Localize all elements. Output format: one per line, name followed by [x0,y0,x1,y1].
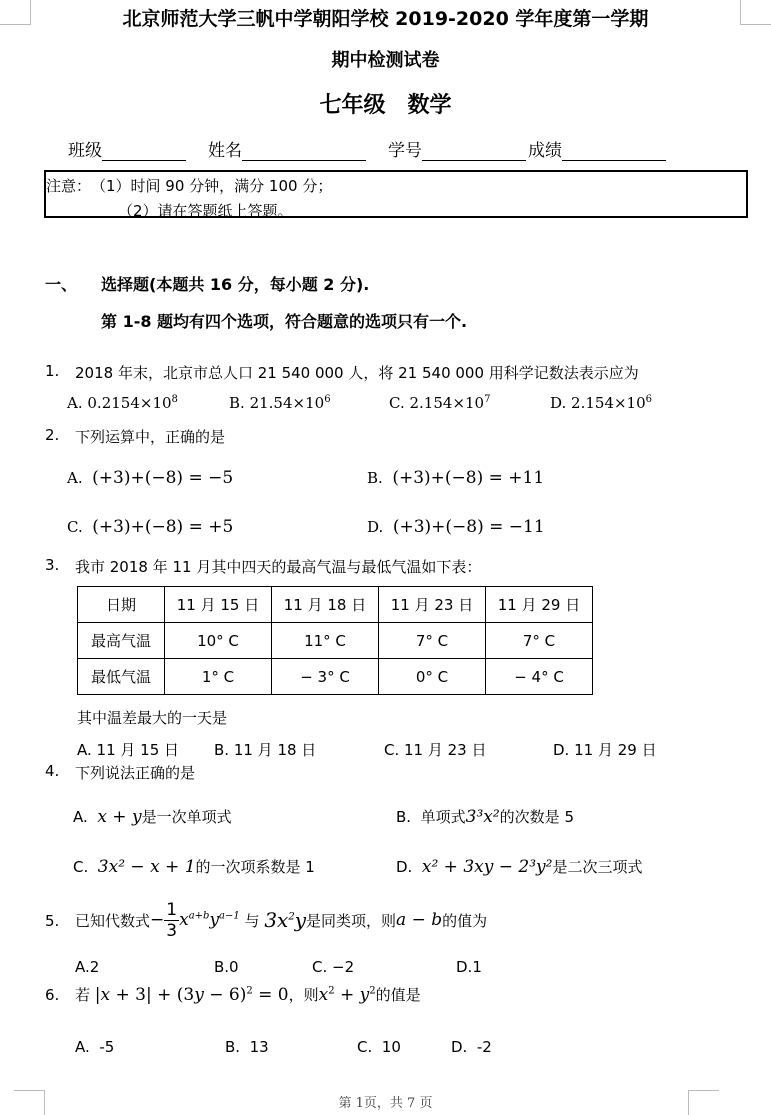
table-cell: 1° C [165,659,272,695]
table-cell: 日期 [78,587,165,623]
q5-expression: a − b [396,910,443,930]
page-corner-top-right [740,0,771,25]
q1-c-base: 2.154×10 [409,394,485,412]
table-cell: 7° C [379,623,486,659]
table-row [78,659,593,695]
q2-option-d [367,517,545,537]
q4-option-b [396,806,574,827]
info-id-blank [422,142,526,161]
q1-b-exp: 6 [324,394,331,405]
table-cell: 11 月 29 日 [486,587,593,623]
table-row [78,623,593,659]
q1-number: 1. [45,362,60,380]
q5-monomial-2: $3x^2y$ [264,908,307,932]
q5-option-b: B.0 [214,958,239,976]
q3-option-a: A. 11 月 15 日 [77,741,180,759]
q1-a-exp: 8 [171,394,178,405]
q2-c-label: C. [67,518,83,536]
info-id-label: 学号 [388,141,422,161]
info-score-label: 成绩 [528,141,562,161]
table-cell: 11 月 15 日 [165,587,272,623]
q6-a-label: A. [75,1038,90,1056]
page-corner-top-left [0,0,31,25]
q6-d-value: -2 [476,1038,492,1056]
q1-text: 2018 年末，北京市总人口 21 540 000 人，将 21 540 000 用科学记数法表示应为 [75,364,639,382]
q6-option-b [225,1038,269,1056]
q3-option-b: B. 11 月 18 日 [214,741,317,759]
info-name-label: 姓名 [208,141,242,161]
q5-option-d: D.1 [456,958,482,976]
q4-b-text2: 的次数是 5 [499,808,574,826]
q4-b-math: 3³x² [465,807,500,827]
q5-number: 5. [45,912,60,930]
q4-d-math: x² + 3xy − 2³y² [421,857,553,877]
table-cell: 最高气温 [78,623,165,659]
q4-option-a [73,806,232,827]
q5-text4: 的值为 [442,911,488,930]
q4-d-label: D. [396,858,413,876]
q1-d-base: 2.154×10 [571,394,646,412]
q3-number: 3. [45,556,60,574]
info-name-blank [242,142,366,161]
q2-c-expr: (+3)+(−8) = +5 [92,517,234,537]
info-id [388,136,526,161]
q6-b-label: B. [225,1038,241,1056]
q6-c-label: C. [357,1038,373,1056]
q5-text2: 与 [244,911,260,930]
q1-d-exp: 6 [645,394,653,405]
notice-line-2: （2）请在答题纸上答题。 [118,202,293,220]
q1-option-d [550,394,652,412]
q2-b-expr: (+3)+(−8) = +11 [392,468,545,488]
exam-subtitle: 期中检测试卷 [331,50,440,71]
q3-option-c: C. 11 月 23 日 [384,741,487,759]
q4-c-text: 的一次项系数是 1 [195,858,315,876]
table-cell: 10° C [165,623,272,659]
table-cell: 11 月 23 日 [379,587,486,623]
q6-text2: ，则 [288,986,319,1004]
q4-a-math: x + y [97,807,142,827]
q6-c-value: 10 [381,1038,401,1056]
q1-a-label: A. [67,394,83,412]
q1-option-b [229,394,331,412]
q5-fraction [164,900,179,941]
q6-option-a [75,1038,114,1056]
q3-after-text: 其中温差最大的一天是 [77,709,228,727]
q1-c-exp: 7 [484,394,491,405]
table-cell: − 3° C [272,659,379,695]
q2-option-b [367,468,544,488]
info-class-label: 班级 [68,141,102,161]
q4-d-text: 是二次三项式 [552,858,643,876]
exam-grade-subject: 七年级 数学 [319,93,452,118]
q4-option-d [396,856,642,877]
info-class [68,136,186,161]
q5-fraction-denominator: 3 [166,920,178,941]
q3-option-d: D. 11 月 29 日 [553,741,657,759]
q4-c-math: 3x² − x + 1 [97,857,196,877]
q6-text1: 若 [75,986,91,1004]
info-class-blank [102,142,186,161]
q5-fraction-numerator: 1 [166,899,178,920]
q1-b-base: 21.54×10 [249,394,325,412]
q1-option-a [67,394,178,412]
q4-text: 下列说法正确的是 [75,764,196,782]
section-instruction: 第 1-8 题均有四个选项，符合题意的选项只有一个. [101,312,468,331]
exam-school-title: 北京师范大学三帆中学朝阳学校 2019-2020 学年度第一学期 [122,8,649,30]
q2-a-label: A. [67,469,83,487]
q5-monomial-1: $x^{a+b}y^{a-1}$ [179,910,240,930]
table-cell: 11° C [272,623,379,659]
q2-text: 下列运算中，正确的是 [75,428,226,446]
q1-a-base: 0.2154×10 [87,394,172,412]
table-cell: − 4° C [486,659,593,695]
q4-b-label: B. [396,808,412,826]
q6-option-d [451,1038,492,1056]
table-cell: 0° C [379,659,486,695]
q6-text3: 的值是 [375,986,421,1004]
info-name [208,136,366,161]
notice-line-1: 注意： （1）时间 90 分钟，满分 100 分； [46,177,333,195]
q4-b-text1: 单项式 [420,808,466,826]
q1-b-label: B. [229,394,245,412]
q6-text [75,984,421,1005]
temperature-table [77,586,593,695]
q3-text: 我市 2018 年 11 月其中四天的最高气温与最低气温如下表： [75,558,482,576]
q5-text: 已知代数式 − $\frac{1}{3}$ $x^{a+b}y^{a-1}$ 与 $3x^2y$ 是同类项，则 a − b 的值为 [75,899,488,941]
q2-option-a [67,468,233,488]
table-cell: 最低气温 [78,659,165,695]
q5-option-a: A.2 [75,958,100,976]
q5-text3: 是同类项，则 [306,911,397,930]
q4-a-text: 是一次单项式 [141,808,232,826]
info-score-blank [562,142,666,161]
q4-number: 4. [45,762,60,780]
q2-option-c [67,517,233,537]
q1-option-c [389,394,490,412]
q2-b-label: B. [367,469,383,487]
table-cell: 7° C [486,623,593,659]
q5-option-c: C. −2 [312,958,355,976]
q6-d-label: D. [451,1038,468,1056]
q2-d-expr: (+3)+(−8) = −11 [392,517,545,537]
q1-d-label: D. [550,394,567,412]
q2-d-label: D. [367,518,384,536]
table-row [78,587,593,623]
table-cell: 11 月 18 日 [272,587,379,623]
q5-text1: 已知代数式 [75,911,151,930]
info-score [528,136,666,161]
q2-number: 2. [45,426,60,444]
q6-option-c [357,1038,401,1056]
q6-a-value: -5 [99,1038,115,1056]
page-footer: 第 1页，共 7 页 [338,1096,433,1111]
q6-number: 6. [45,986,60,1004]
q4-c-label: C. [73,858,89,876]
notice-box [44,170,748,218]
section-title: 选择题(本题共 16 分，每小题 2 分). [101,275,370,294]
q1-c-label: C. [389,394,405,412]
q6-equation: $|x + 3| + (3y - 6)^2 = 0$ [94,985,289,1005]
q6-b-value: 13 [249,1038,269,1056]
q6-expression: $x^2 + y^2$ [318,985,376,1005]
q4-a-label: A. [73,808,88,826]
q2-a-expr: (+3)+(−8) = −5 [92,468,234,488]
section-number: 一、 [45,275,78,294]
q4-option-c [73,856,315,877]
